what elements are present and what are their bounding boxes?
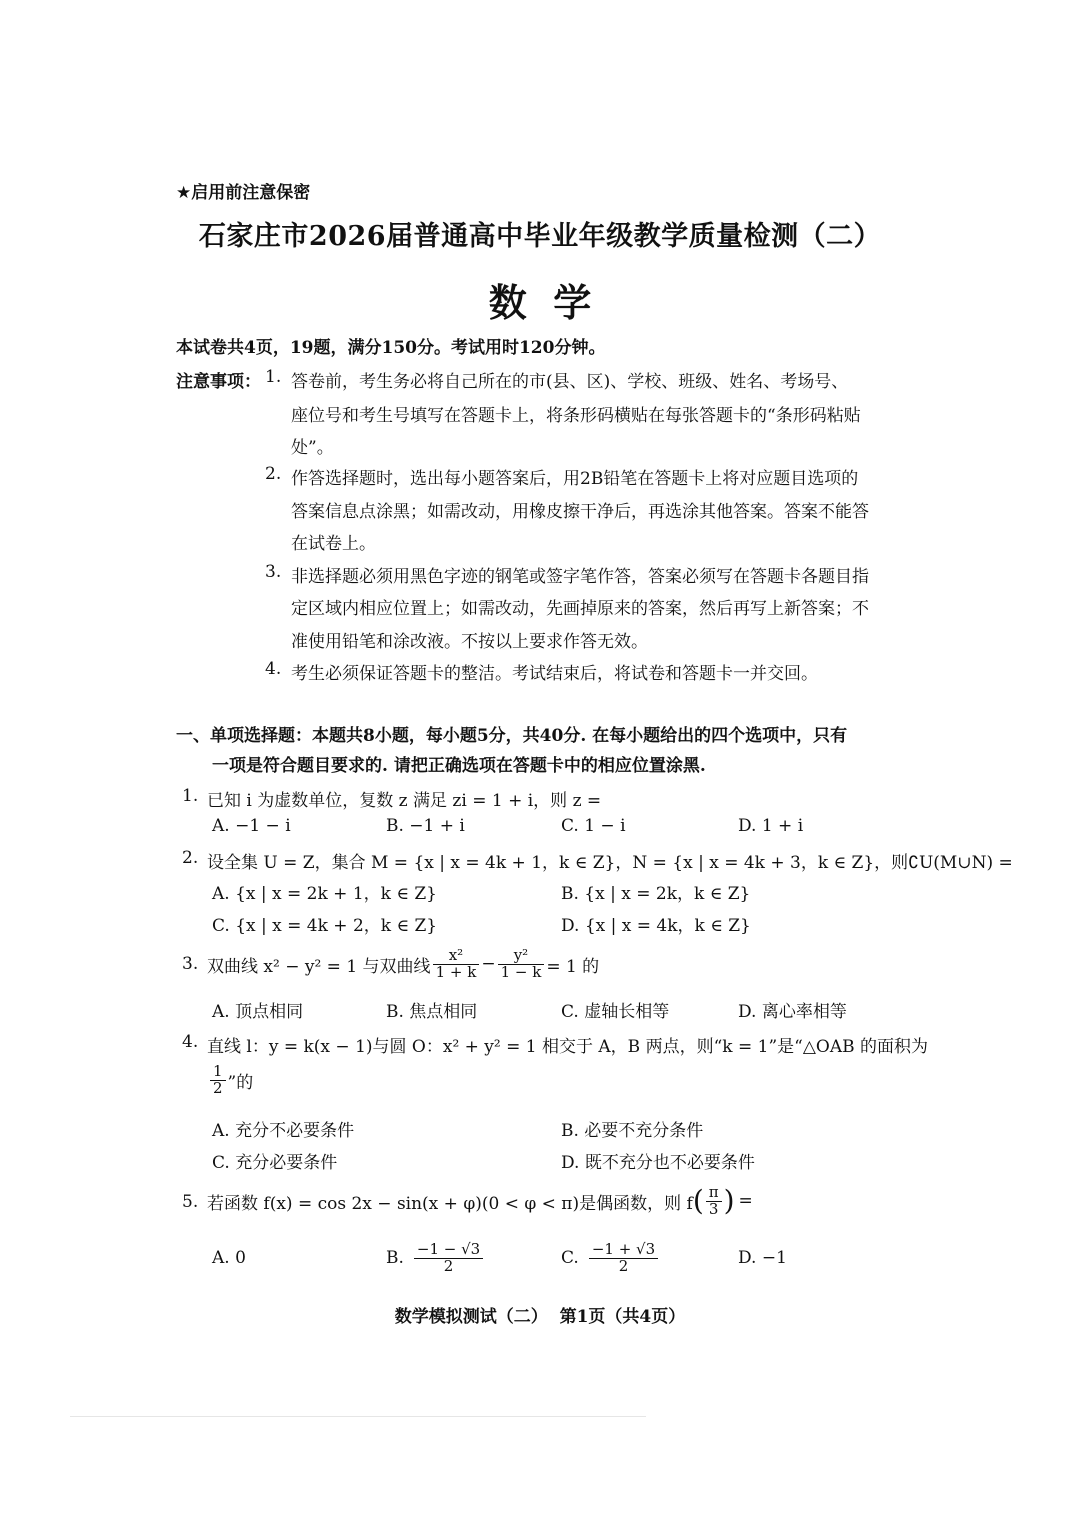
q3-fraction-1-denominator: 1 + k [435,962,477,981]
note-3-line-2: 定区域内相应位置上；如需改动，先画掉原来的答案，然后再写上新答案；不 [291,599,869,619]
section-1-heading: 一、单项选择题：本题共8小题，每小题5分，共40分. 在每小题给出的四个选项中，只有 [176,726,848,746]
q5-option-c-fraction [589,1239,658,1275]
question-1-number: 1. [182,786,199,806]
q1-option-b: B. −1 + i [386,816,465,836]
exam-summary: 本试卷共4页，19题，满分150分。考试用时120分钟。 [176,338,606,358]
q3-option-c: C. 虚轴长相等 [561,1002,670,1022]
q3-fraction-2-numerator: y² [498,948,545,965]
q5-option-b-numerator: −1 − √3 [414,1242,483,1259]
question-2-number: 2. [182,848,199,868]
q3-stem-text-b: = 1 的 [546,956,600,977]
q5-option-a: A. 0 [212,1248,246,1268]
note-3-line-1: 非选择题必须用黑色字迹的钢笔或签字笔作答，答案必须写在答题卡各题目指 [291,567,869,587]
question-4-number: 4. [182,1032,199,1052]
q5-option-b-denominator: 2 [443,1256,454,1275]
question-3-stem [207,942,599,986]
note-1-line-3: 处”。 [291,438,334,458]
q5-right-paren: ) [723,1184,735,1217]
q5-stem-text: 若函数 f(x) = cos 2x − sin(x + φ)(0 < φ < π)是偶函数，则 f [207,1193,693,1214]
q4-fraction-denominator: 2 [213,1078,223,1097]
note-4-number: 4. [265,659,282,679]
question-4-stem: 直线 l：y = k(x − 1)与圆 O：x² + y² = 1 相交于 A，B 两点，则“k = 1”是“△OAB 的面积为 [207,1037,929,1057]
q3-fraction-1-numerator: x² [433,948,480,965]
page-footer: 数学模拟测试（二） 第1页（共4页） [394,1307,686,1327]
note-2-line-3: 在试卷上。 [291,534,376,554]
question-2-stem: 设全集 U = Z，集合 M = {x | x = 4k + 1，k ∈ Z}，N = {x | x = 4k + 3，k ∈ Z}，则∁U(M∪N) = [207,853,1013,873]
q5-stem-tail: = [738,1191,753,1211]
bottom-divider [70,1416,646,1417]
q3-fraction-1 [433,945,480,981]
q3-option-b: B. 焦点相同 [386,1002,478,1022]
question-1-stem: 已知 i 为虚数单位，复数 z 满足 zi = 1 + i，则 z = [207,791,602,811]
q5-argument-fraction [706,1182,722,1218]
question-4-stem-continued [208,1058,253,1102]
q5-option-b [386,1236,485,1280]
q5-option-c-denominator: 2 [618,1256,629,1275]
note-2-number: 2. [265,464,282,484]
notes-label: 注意事项： [176,372,261,392]
note-3-number: 3. [265,562,282,582]
note-3-line-3: 准使用铅笔和涂改液。不按以上要求作答无效。 [291,632,648,652]
q3-option-d: D. 离心率相等 [738,1002,847,1022]
q3-minus: − [481,954,496,974]
q3-fraction-2 [498,945,545,981]
q1-option-c: C. 1 − i [561,816,626,836]
confidential-mark: ★启用前注意保密 [176,183,311,203]
exam-title: 石家庄市2026届普通高中毕业年级教学质量检测（二） [198,221,882,252]
q5-option-c-label: C. [561,1248,579,1268]
q3-fraction-2-denominator: 1 − k [500,962,542,981]
q5-option-c [561,1236,660,1280]
question-5-stem [207,1178,753,1224]
q2-option-d: D. {x | x = 4k，k ∈ Z} [561,916,751,936]
q4-fraction-half [210,1061,226,1097]
question-3-number: 3. [182,954,199,974]
note-1-line-2: 座位号和考生号填写在答题卡上，将条形码横贴在每张答题卡的“条形码粘贴 [291,406,861,426]
note-2-line-1: 作答选择题时，选出每小题答案后，用2B铅笔在答题卡上将对应题目选项的 [291,469,859,489]
q1-option-a: A. −1 − i [212,816,291,836]
q1-option-d: D. 1 + i [738,816,804,836]
q5-option-c-numerator: −1 + √3 [589,1242,658,1259]
section-1-instructions: 一项是符合题目要求的. 请把正确选项在答题卡中的相应位置涂黑. [212,756,706,776]
q2-option-c: C. {x | x = 4k + 2，k ∈ Z} [212,916,438,936]
q4-option-a: A. 充分不必要条件 [212,1121,355,1141]
q4-fraction-numerator: 1 [210,1064,226,1081]
q4-stem-tail: ”的 [227,1072,254,1093]
q3-stem-text-a: 双曲线 x² − y² = 1 与双曲线 [207,956,431,977]
note-2-line-2: 答案信息点涂黑；如需改动，用橡皮擦干净后，再选涂其他答案。答案不能答 [291,502,869,522]
subject-title: 数 学 [488,280,592,325]
q5-option-b-label: B. [386,1248,404,1268]
q5-argument-denominator: 3 [708,1199,719,1218]
question-5-number: 5. [182,1192,199,1212]
q4-option-b: B. 必要不充分条件 [561,1121,704,1141]
note-1-line-1: 答卷前，考生务必将自己所在的市(县、区)、学校、班级、姓名、考场号、 [291,372,849,392]
q2-option-a: A. {x | x = 2k + 1，k ∈ Z} [212,884,437,904]
q4-option-d: D. 既不充分也不必要条件 [561,1153,755,1173]
q2-option-b: B. {x | x = 2k，k ∈ Z} [561,884,751,904]
q5-left-paren: ( [692,1184,704,1217]
q4-option-c: C. 充分必要条件 [212,1153,338,1173]
q5-argument-numerator: π [706,1185,722,1202]
q3-option-a: A. 顶点相同 [212,1002,304,1022]
q5-option-b-fraction [414,1239,483,1275]
note-4-line-1: 考生必须保证答题卡的整洁。考试结束后，将试卷和答题卡一并交回。 [291,664,818,684]
note-1-number: 1. [265,367,282,387]
q5-option-d: D. −1 [738,1248,787,1268]
